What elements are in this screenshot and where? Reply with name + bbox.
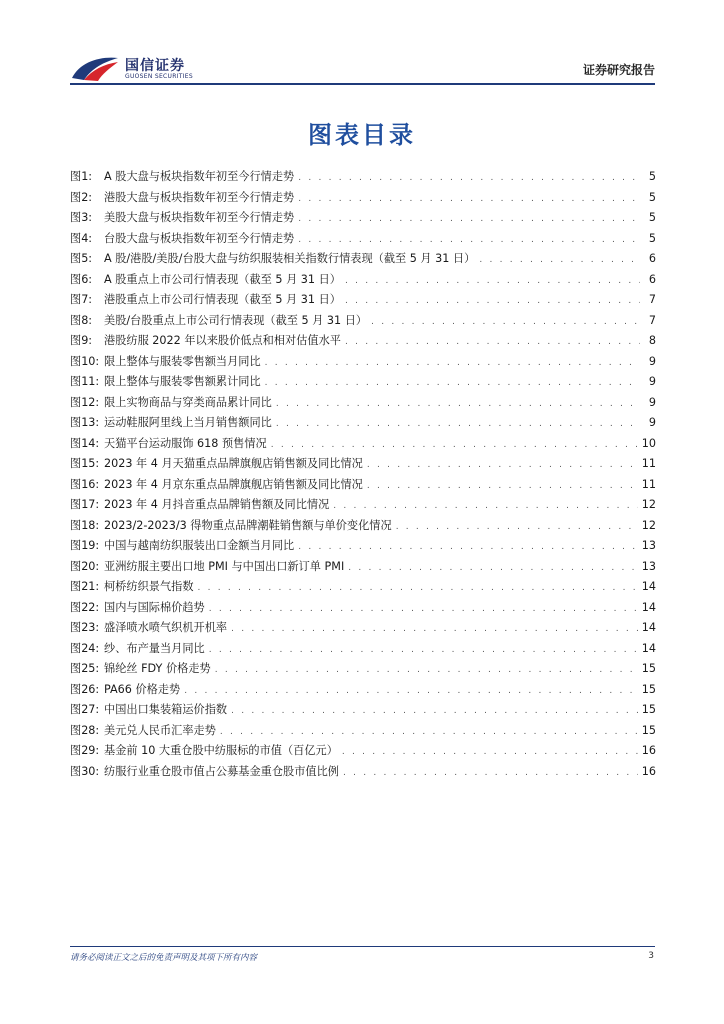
toc-leader-dots xyxy=(276,414,640,435)
toc-entry-title: 运动鞋服阿里线上当月销售额同比 xyxy=(104,416,272,429)
toc-entry-title: 天猫平台运动服饰 618 预售情况 xyxy=(104,436,267,450)
toc-leader-dots xyxy=(265,353,640,374)
toc-entry-title: 中国出口集装箱运价指数 xyxy=(104,703,228,716)
toc-leader-dots xyxy=(298,189,640,210)
toc-leader-dots xyxy=(345,332,640,353)
toc-entry[interactable] xyxy=(70,577,656,598)
toc-entry-label: 图20: xyxy=(70,559,100,573)
toc-entry-title: 国内与国际棉价趋势 xyxy=(104,600,205,614)
toc-entry-label: 图16: xyxy=(70,477,100,491)
toc-leader-dots xyxy=(209,640,638,661)
toc-entry[interactable] xyxy=(70,352,656,373)
toc-entry-title: 港股重点上市公司行情表现（截至 5 月 31 日） xyxy=(104,293,341,306)
toc-entry-label: 图30: xyxy=(70,764,100,778)
toc-entry-label: 图8: xyxy=(70,313,93,327)
toc-entry-page: 12 xyxy=(641,498,656,511)
toc-leader-dots xyxy=(184,681,638,702)
page-title: 图表目录 xyxy=(308,121,416,149)
toc-entry-title: 港股大盘与板块指数年初至今行情走势 xyxy=(104,190,295,204)
toc-entry-label: 图7: xyxy=(70,293,93,306)
toc-leader-dots xyxy=(215,660,638,681)
toc-entry-page: 9 xyxy=(648,416,656,429)
toc-entry[interactable] xyxy=(70,536,656,557)
header-divider xyxy=(70,83,655,85)
toc-entry-label: 图28: xyxy=(70,723,100,737)
toc-entry[interactable] xyxy=(70,475,656,496)
toc-entry[interactable] xyxy=(70,270,656,291)
toc-entry-title: 限上实物商品与穿类商品累计同比 xyxy=(104,395,272,409)
toc-entry-title: 台股大盘与板块指数年初至今行情走势 xyxy=(104,231,295,245)
toc-entry-label: 图2: xyxy=(70,190,93,204)
toc-leader-dots xyxy=(276,394,640,415)
toc-entry[interactable] xyxy=(70,454,656,475)
toc-entry-page: 12 xyxy=(641,518,656,532)
toc-entry-label: 图9: xyxy=(70,334,93,347)
toc-entry[interactable] xyxy=(70,413,656,434)
page-header xyxy=(70,52,655,86)
toc-entry[interactable] xyxy=(70,598,656,619)
toc-entry[interactable] xyxy=(70,639,656,660)
toc-leader-dots xyxy=(220,722,638,743)
toc-entry[interactable] xyxy=(70,762,656,783)
logo-english-name: GUOSEN SECURITIES xyxy=(125,73,194,80)
toc-entry-page: 11 xyxy=(641,477,656,491)
toc-entry-title: 柯桥纺织景气指数 xyxy=(104,580,194,593)
toc-leader-dots xyxy=(343,763,638,784)
toc-entry-title: A 股重点上市公司行情表现（截至 5 月 31 日） xyxy=(104,272,341,286)
toc-entry-title: 限上整体与服装零售额当月同比 xyxy=(104,354,261,368)
toc-entry-title: 美元兑人民币汇率走势 xyxy=(104,723,216,737)
toc-entry-title: 限上整体与服装零售额累计同比 xyxy=(104,375,261,388)
toc-entry[interactable] xyxy=(70,680,656,701)
toc-entry-title: 美股/台股重点上市公司行情表现（截至 5 月 31 日） xyxy=(104,313,368,327)
toc-leader-dots xyxy=(198,578,638,599)
toc-leader-dots xyxy=(298,209,640,230)
toc-entry-page: 9 xyxy=(648,395,656,409)
toc-leader-dots xyxy=(367,476,638,497)
toc-entry-label: 图18: xyxy=(70,518,100,532)
toc-entry-title: 锦纶丝 FDY 价格走势 xyxy=(104,662,211,675)
toc-entry-title: 基金前 10 大重仓股中纺服标的市值（百亿元） xyxy=(104,744,338,757)
toc-entry-page: 6 xyxy=(648,272,656,286)
toc-entry[interactable] xyxy=(70,700,656,721)
toc-entry-label: 图25: xyxy=(70,662,100,675)
toc-entry[interactable] xyxy=(70,618,656,639)
toc-entry-page: 11 xyxy=(641,457,656,470)
toc-entry[interactable] xyxy=(70,167,656,188)
toc-entry[interactable] xyxy=(70,331,656,352)
toc-entry-title: 2023 年 4 月京东重点品牌旗舰店销售额及同比情况 xyxy=(104,477,363,491)
toc-entry-label: 图13: xyxy=(70,416,100,429)
toc-leader-dots xyxy=(298,537,638,558)
toc-entry[interactable] xyxy=(70,229,656,250)
toc-entry-page: 8 xyxy=(648,334,656,347)
toc-entry-page: 15 xyxy=(641,682,656,696)
toc-entry[interactable] xyxy=(70,434,656,455)
toc-entry-page: 10 xyxy=(641,436,656,450)
logo-chinese-name: 国信证券 xyxy=(125,58,185,74)
toc-entry-page: 15 xyxy=(641,703,656,716)
toc-entry[interactable] xyxy=(70,721,656,742)
toc-entry[interactable] xyxy=(70,741,656,762)
toc-leader-dots xyxy=(345,291,640,312)
toc-entry-label: 图15: xyxy=(70,457,100,470)
toc-entry-page: 14 xyxy=(641,580,656,593)
toc-leader-dots xyxy=(271,435,638,456)
toc-entry-page: 7 xyxy=(648,313,656,327)
toc-entry-page: 13 xyxy=(641,539,656,552)
toc-entry-label: 图6: xyxy=(70,272,93,286)
toc-entry-page: 16 xyxy=(641,744,656,757)
toc-entry-page: 9 xyxy=(648,375,656,388)
toc-entry-page: 5 xyxy=(648,170,656,183)
toc-entry-title: 中国与越南纺织服装出口金额当月同比 xyxy=(104,539,295,552)
toc-entry-page: 5 xyxy=(648,211,656,224)
footer-divider xyxy=(70,946,655,947)
toc-entry-title: PA66 价格走势 xyxy=(104,682,181,696)
toc-entry-page: 14 xyxy=(641,641,656,655)
toc-entry[interactable] xyxy=(70,659,656,680)
toc-leader-dots xyxy=(265,373,640,394)
toc-entry[interactable] xyxy=(70,208,656,229)
toc-leader-dots xyxy=(342,742,638,763)
toc-entry-title: 亚洲纺服主要出口地 PMI 与中国出口新订单 PMI xyxy=(104,559,345,573)
toc-entry-title: 2023 年 4 月天猫重点品牌旗舰店销售额及同比情况 xyxy=(104,457,363,470)
footer-disclaimer: 请务必阅读正文之后的免责声明及其项下所有内容 xyxy=(70,953,258,963)
figure-toc xyxy=(70,167,656,782)
toc-entry-label: 图17: xyxy=(70,498,100,511)
toc-entry-title: 纺服行业重仓股市值占公募基金重仓股市值比例 xyxy=(104,764,339,778)
toc-entry[interactable] xyxy=(70,495,656,516)
toc-entry-label: 图4: xyxy=(70,231,93,245)
page-number: 3 xyxy=(648,951,654,961)
toc-leader-dots xyxy=(345,271,640,292)
toc-entry-title: 盛泽喷水喷气织机开机率 xyxy=(104,621,228,634)
toc-entry[interactable] xyxy=(70,393,656,414)
toc-entry-label: 图12: xyxy=(70,395,100,409)
toc-leader-dots xyxy=(348,558,637,579)
toc-entry-label: 图3: xyxy=(70,211,93,224)
toc-leader-dots xyxy=(333,496,637,517)
toc-entry-label: 图5: xyxy=(70,252,93,265)
toc-entry-label: 图14: xyxy=(70,436,100,450)
toc-entry-title: 美股大盘与板块指数年初至今行情走势 xyxy=(104,211,295,224)
toc-entry-title: A 股大盘与板块指数年初至今行情走势 xyxy=(104,170,295,183)
toc-entry-page: 5 xyxy=(648,190,656,204)
toc-entry[interactable] xyxy=(70,249,656,270)
toc-entry-label: 图11: xyxy=(70,375,100,388)
toc-leader-dots xyxy=(396,517,638,538)
toc-entry-label: 图21: xyxy=(70,580,100,593)
toc-entry[interactable] xyxy=(70,372,656,393)
toc-entry-title: A 股/港股/美股/台股大盘与纺织服装相关指数行情表现（截至 5 月 31 日） xyxy=(104,252,476,265)
toc-entry-label: 图29: xyxy=(70,744,100,757)
toc-entry-page: 15 xyxy=(641,723,656,737)
toc-entry-page: 15 xyxy=(641,662,656,675)
toc-leader-dots xyxy=(479,250,640,271)
toc-entry-label: 图27: xyxy=(70,703,100,716)
guosen-logo xyxy=(70,52,240,84)
toc-entry-title: 港股纺服 2022 年以来股价低点和相对估值水平 xyxy=(104,334,341,347)
report-type: 证券研究报告 xyxy=(582,63,655,77)
toc-entry-page: 14 xyxy=(641,600,656,614)
toc-entry-page: 7 xyxy=(648,293,656,306)
toc-entry-page: 16 xyxy=(641,764,656,778)
toc-entry-label: 图10: xyxy=(70,354,100,368)
toc-entry-label: 图23: xyxy=(70,621,100,634)
toc-entry-page: 13 xyxy=(641,559,656,573)
toc-entry[interactable] xyxy=(70,311,656,332)
toc-leader-dots xyxy=(298,230,640,251)
toc-entry-label: 图1: xyxy=(70,170,93,183)
toc-entry-page: 5 xyxy=(648,231,656,245)
toc-leader-dots xyxy=(298,168,640,189)
toc-leader-dots xyxy=(231,701,638,722)
toc-entry[interactable] xyxy=(70,557,656,578)
toc-entry-label: 图22: xyxy=(70,600,100,614)
toc-leader-dots xyxy=(367,455,638,476)
guosen-logo-icon xyxy=(70,54,120,82)
toc-entry-page: 9 xyxy=(648,354,656,368)
toc-entry[interactable] xyxy=(70,188,656,209)
toc-entry-label: 图19: xyxy=(70,539,100,552)
toc-entry[interactable] xyxy=(70,290,656,311)
toc-entry-page: 6 xyxy=(648,252,656,265)
toc-entry-title: 纱、布产量当月同比 xyxy=(104,641,205,655)
toc-entry-title: 2023/2-2023/3 得物重点品牌潮鞋销售额与单价变化情况 xyxy=(104,518,392,532)
toc-leader-dots xyxy=(371,312,640,333)
toc-entry-title: 2023 年 4 月抖音重点品牌销售额及同比情况 xyxy=(104,498,330,511)
toc-entry-label: 图26: xyxy=(70,682,100,696)
toc-leader-dots xyxy=(209,599,638,620)
toc-entry[interactable] xyxy=(70,516,656,537)
toc-entry-label: 图24: xyxy=(70,641,100,655)
toc-leader-dots xyxy=(231,619,638,640)
toc-entry-page: 14 xyxy=(641,621,656,634)
